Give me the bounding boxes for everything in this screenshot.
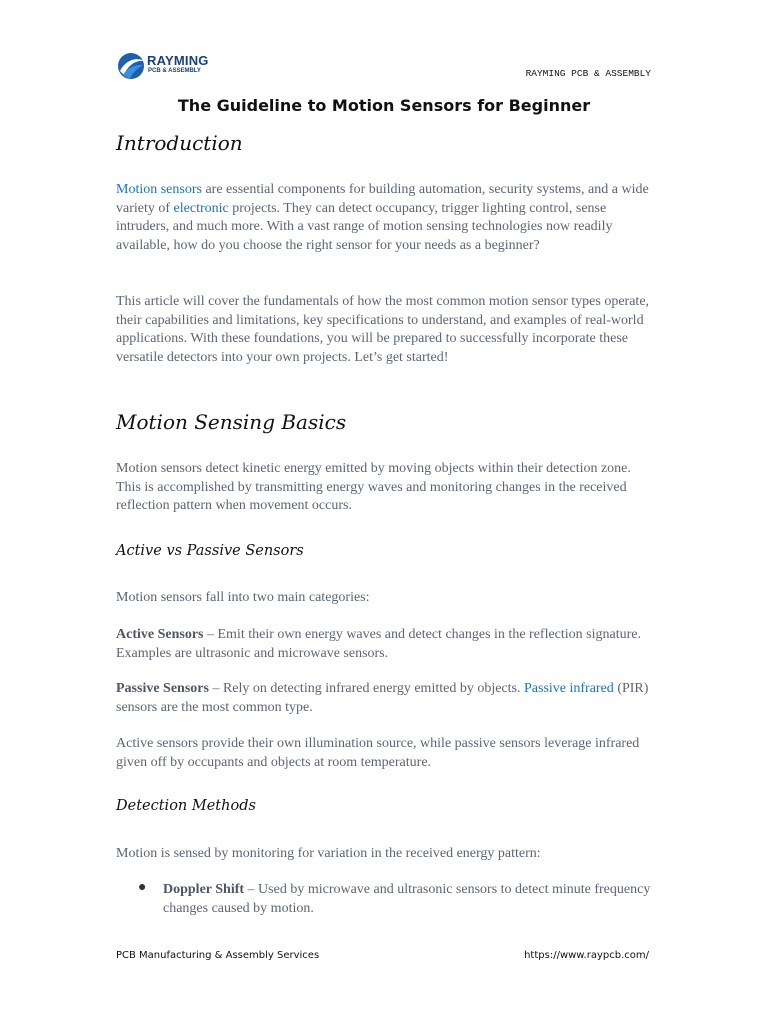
- active-sensors-paragraph: [116, 626, 656, 663]
- active-passive-intro: Motion sensors fall into two main categories:: [116, 590, 370, 605]
- active-sensors-term: Active Sensors: [116, 627, 204, 642]
- active-sensors-text: – Emit their own energy waves and detect changes in the reflection signature. Examples are ultrasonic and microwave sensors.: [116, 627, 641, 661]
- rayming-logo: [116, 51, 216, 81]
- logo-name: RAYMING: [147, 53, 209, 68]
- logo-subtitle: PCB & ASSEMBLY: [148, 68, 201, 74]
- basics-paragraph-1: Motion sensors detect kinetic energy emitted by moving objects within their detection zone. This is accomplished by transmitting energy waves and monitoring changes in the received reflection pattern when movement occurs.: [116, 461, 631, 514]
- header-company-name: RAYMING PCB & ASSEMBLY: [525, 68, 651, 79]
- bullet-dot-icon: ●: [138, 880, 147, 895]
- footer-url-link[interactable]: https://www.raypcb.com/: [524, 950, 649, 961]
- passive-sensors-text-2: (PIR) sensors are the most common type.: [116, 681, 649, 715]
- list-item: [163, 880, 658, 918]
- doppler-shift-term: Doppler Shift: [163, 882, 245, 897]
- passive-sensors-paragraph: [116, 680, 656, 717]
- heading-active-vs-passive: Active vs Passive Sensors: [116, 543, 304, 559]
- active-passive-summary: Active sensors provide their own illumination source, while passive sensors leverage infrared given off by occupants and objects at room temperature.: [116, 736, 640, 770]
- footer-services: PCB Manufacturing & Assembly Services: [116, 950, 320, 961]
- intro-paragraph-1: [116, 181, 656, 255]
- motion-sensors-link[interactable]: Motion sensors: [116, 182, 202, 197]
- document-title: The Guideline to Motion Sensors for Beginner: [177, 96, 591, 115]
- electronic-link[interactable]: electronic: [173, 200, 229, 216]
- heading-detection-methods: Detection Methods: [116, 798, 256, 814]
- rayming-logo-icon: [116, 51, 146, 81]
- intro-p1-text-2: projects. They can detect occupancy, trigger lighting control, sense intruders, and much more. With a vast range of motion sensing technologies now readily available, how do you choose the right sensor for your needs as a beginner?: [116, 200, 613, 253]
- passive-infrared-link[interactable]: Passive infrared: [524, 681, 614, 696]
- heading-motion-sensing-basics: Motion Sensing Basics: [116, 410, 347, 434]
- detection-intro: Motion is sensed by monitoring for variation in the received energy pattern:: [116, 846, 541, 861]
- intro-paragraph-2: This article will cover the fundamentals of how the most common motion sensor types operate, their capabilities and limitations, key specifications to understand, and examples of real-world applications. With these foundations, you will be prepared to successfully incorporate these versatile detectors into your own projects. Let’s get started!: [116, 294, 650, 365]
- passive-sensors-term: Passive Sensors: [116, 681, 209, 696]
- heading-introduction: Introduction: [116, 131, 243, 155]
- passive-sensors-text: – Rely on detecting infrared energy emitted by objects.: [208, 681, 524, 696]
- intro-p1-text-1: are essential components for building automation, security systems, and a wide variety of: [116, 182, 649, 216]
- doppler-shift-text: – Used by microwave and ultrasonic sensors to detect minute frequency changes caused by motion.: [163, 882, 651, 916]
